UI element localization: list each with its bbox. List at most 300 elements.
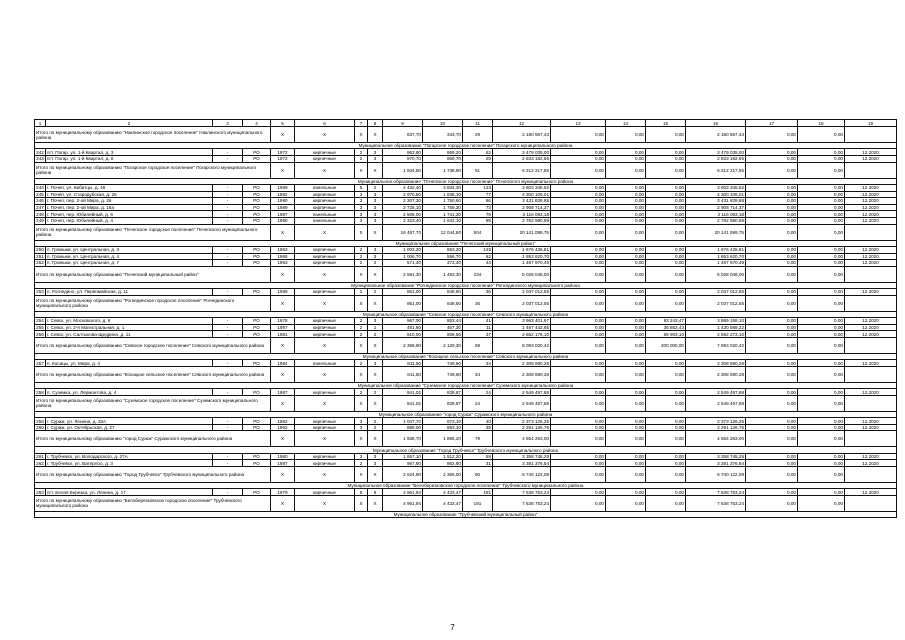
building-cell: 0,00	[606, 246, 646, 253]
total-cell: X	[355, 224, 368, 240]
building-cell: -	[213, 460, 243, 467]
building-cell: 0,00	[646, 204, 686, 211]
building-cell: РО	[243, 489, 271, 496]
building-cell: 7 638 753,24	[686, 489, 746, 496]
total-cell: 4 664 263,00	[686, 431, 746, 447]
total-cell: 0,00	[746, 295, 798, 311]
building-cell: 2	[368, 184, 383, 191]
building-cell: 125	[463, 246, 493, 253]
column-number: 6	[295, 120, 355, 127]
building-cell: 11	[463, 324, 493, 331]
building-cell: РО	[243, 260, 271, 267]
building-cell: 1987	[271, 211, 295, 218]
total-cell: 637,70	[383, 127, 423, 143]
total-cell: 0,00	[746, 495, 798, 511]
building-cell: 941,02	[383, 389, 423, 396]
total-cell: X	[271, 495, 295, 511]
building-cell: 481,60	[383, 324, 423, 331]
building-cell: кирпичные	[295, 460, 355, 467]
total-cell: X	[368, 495, 383, 511]
building-cell: 12.2020	[845, 246, 897, 253]
column-number: 8	[368, 120, 383, 127]
building-cell: 12.2020	[845, 260, 897, 267]
building-cell: п. Косицы, ул. Мира, д. 4	[46, 360, 213, 367]
building-cell: кирпичные	[295, 489, 355, 496]
building-cell: кирпичные	[295, 453, 355, 460]
building-cell: 0,00	[798, 191, 845, 198]
building-cell: 3 603 345,62	[686, 184, 746, 191]
building-cell: 259	[36, 418, 44, 424]
building-cell: 3	[355, 204, 368, 211]
total-cell: X	[368, 431, 383, 447]
total-cell: X	[355, 431, 368, 447]
total-cell: X	[368, 337, 383, 353]
building-cell: 0,00	[551, 460, 606, 467]
register-body	[35, 120, 897, 518]
building-cell: 0,00	[798, 460, 845, 467]
building-cell: 3	[368, 198, 383, 205]
building-cell: -	[213, 204, 243, 211]
total-cell: 89	[463, 337, 493, 353]
building-cell: 0,00	[798, 253, 845, 260]
building-cell: 0,00	[798, 211, 845, 218]
total-label: Итого по муниципальному образованию "Город Трубчевск" Трубчевского муниципального района	[35, 466, 271, 482]
building-cell: 248	[36, 211, 44, 217]
building-cell: 2 592 273,10	[686, 331, 746, 338]
total-cell: 2 180 567,43	[493, 127, 551, 143]
total-cell-empty	[845, 162, 897, 178]
building-cell: 260	[36, 425, 44, 431]
building-cell: кирпичные	[295, 155, 355, 162]
building-cell: 41	[463, 318, 493, 325]
building-row	[35, 453, 897, 460]
building-cell: 2	[368, 389, 383, 396]
building-cell: 4 300 106,01	[493, 191, 551, 198]
building-cell: 2 373 126,25	[686, 418, 746, 425]
building-cell: 44	[463, 260, 493, 267]
building-cell: 12.2020	[845, 149, 897, 156]
building-cell: 0,00	[746, 204, 798, 211]
total-cell: X	[355, 162, 368, 178]
total-cell: 79	[463, 431, 493, 447]
building-cell: 1 642,10	[423, 217, 463, 224]
building-cell: 2	[355, 389, 368, 396]
total-cell: X	[295, 466, 355, 482]
building-cell: 12.2020	[845, 191, 897, 198]
building-cell: -	[213, 246, 243, 253]
building-cell: 0,00	[606, 453, 646, 460]
building-cell: 3	[355, 424, 368, 431]
building-cell: 2	[355, 360, 368, 367]
total-cell: 6 312 217,55	[493, 162, 551, 178]
page-number: 7	[450, 623, 455, 632]
column-number: 5	[271, 120, 295, 127]
building-cell: -	[213, 360, 243, 367]
building-cell: 191	[463, 489, 493, 496]
building-cell: кирпичные	[295, 204, 355, 211]
total-cell: X	[355, 366, 368, 382]
building-cell: 1982	[271, 418, 295, 425]
building-cell: 0,00	[646, 453, 686, 460]
building-cell: 0,00	[746, 324, 798, 331]
building-cell: 1963	[271, 246, 295, 253]
column-number: 14	[606, 120, 646, 127]
building-cell: г. Сураж, ул. Октябрьская, д. 27	[46, 424, 213, 431]
total-cell: 0,00	[746, 162, 798, 178]
building-cell: кирпичные	[295, 246, 355, 253]
building-cell: 263	[36, 489, 44, 495]
building-cell: 2	[355, 260, 368, 267]
building-cell: 243	[36, 156, 44, 162]
total-cell: 4 433,47	[423, 495, 463, 511]
building-cell: РО	[243, 253, 271, 260]
total-label: Итого по муниципальному образованию "Почепское городское поселение" Почепского муниципального района	[35, 224, 271, 240]
building-cell: 2	[355, 149, 368, 156]
building-cell: 1988	[271, 289, 295, 296]
building-cell: 1982	[271, 191, 295, 198]
building-cell: 2 323,40	[383, 217, 423, 224]
building-cell: 2	[368, 331, 383, 338]
building-cell: 3	[355, 211, 368, 218]
column-number: 4	[243, 120, 271, 127]
total-cell: X	[295, 395, 355, 411]
total-cell: 16 467,70	[383, 224, 423, 240]
building-cell: 2	[355, 246, 368, 253]
total-cell: 234	[463, 266, 493, 282]
building-cell: 12.2020	[845, 460, 897, 467]
total-cell: 343,70	[423, 127, 463, 143]
building-cell: 12.2020	[845, 204, 897, 211]
building-cell: РО	[243, 424, 271, 431]
building-row	[35, 246, 897, 253]
building-cell: 12.2020	[845, 331, 897, 338]
building-cell: 1980	[271, 453, 295, 460]
total-cell: X	[271, 295, 295, 311]
building-cell: 0,00	[551, 198, 606, 205]
total-cell: X	[368, 466, 383, 482]
building-cell: 252	[36, 260, 44, 266]
total-cell: X	[355, 127, 368, 143]
municipality-section-title: Муниципальное образование "Город Трубчевск" Трубчевского муниципального района	[35, 447, 897, 453]
building-cell: 0,00	[798, 198, 845, 205]
building-cell: -	[213, 198, 243, 205]
total-cell: 0,00	[798, 395, 845, 411]
total-cell: 0,00	[798, 431, 845, 447]
building-cell: 1 430 589,22	[686, 324, 746, 331]
building-cell: 3	[368, 246, 383, 253]
building-cell: 2 037 012,55	[493, 289, 551, 296]
building-cell: 848,60	[423, 289, 463, 296]
building-cell: 0,00	[798, 184, 845, 191]
building-cell: 0,00	[551, 289, 606, 296]
building-cell: пгт. Белая Березка, ул. Ленина, д. 17	[46, 489, 213, 496]
building-cell: г. Почеп, ул. Кибитцы, д. 48	[46, 184, 213, 191]
total-cell: 1 483,30	[423, 266, 463, 282]
total-cell: 0,00	[646, 127, 686, 143]
building-row	[35, 204, 897, 211]
building-cell: 34	[463, 360, 493, 367]
building-cell: 3	[355, 217, 368, 224]
building-cell: 0,00	[606, 198, 646, 205]
building-cell: 0,00	[551, 418, 606, 425]
total-cell: X	[368, 395, 383, 411]
municipality-section-title: Муниципальное образование "Почепское городское поселение" Почепского муниципального района	[35, 178, 897, 184]
building-cell: 0,00	[746, 318, 798, 325]
building-cell: 12.2020	[845, 198, 897, 205]
housing-register-table	[34, 119, 897, 518]
building-cell: 0,00	[646, 246, 686, 253]
building-row	[35, 191, 897, 198]
total-cell: X	[355, 466, 368, 482]
total-cell: 0,00	[606, 127, 646, 143]
building-cell: 1 676 436,81	[493, 246, 551, 253]
building-cell: 249	[36, 218, 44, 224]
building-cell: 893,10	[423, 424, 463, 431]
total-cell: 0,00	[798, 366, 845, 382]
total-cell: 5 028 048,00	[493, 266, 551, 282]
total-cell: 91	[463, 162, 493, 178]
building-cell: 3 358 745,25	[686, 453, 746, 460]
building-cell: 2 549 497,88	[493, 389, 551, 396]
building-cell: -	[213, 211, 243, 218]
building-cell: 5	[355, 489, 368, 496]
total-cell: 0,00	[798, 466, 845, 482]
total-cell: 0,00	[551, 224, 606, 240]
building-cell: 0,00	[606, 217, 646, 224]
building-cell: 0,00	[551, 204, 606, 211]
municipality-section-title: Муниципальное образование "Погарское городское поселение" Погарского муниципального района	[35, 143, 897, 149]
building-cell: 571,40	[383, 260, 423, 267]
building-cell: 0,00	[746, 149, 798, 156]
building-cell: 0,00	[798, 155, 845, 162]
building-cell: 0,00	[746, 191, 798, 198]
total-label: Итого по муниципальному образованию "Почепский муниципальный район"	[35, 266, 271, 282]
building-cell: 0,00	[606, 360, 646, 367]
total-cell: 0,00	[606, 495, 646, 511]
building-cell: г. Севск, ул. 2-я Магистральная, д. 1	[46, 324, 213, 331]
building-cell: 0,00	[798, 217, 845, 224]
building-cell: 3	[368, 149, 383, 156]
building-cell: 0,00	[606, 424, 646, 431]
building-cell: 257	[36, 360, 44, 366]
building-cell: 3 381 376,84	[493, 460, 551, 467]
building-cell: 0,00	[551, 246, 606, 253]
building-cell: 3	[355, 453, 368, 460]
building-cell: 0,00	[746, 389, 798, 396]
total-cell: X	[355, 266, 368, 282]
building-cell: 0,00	[646, 211, 686, 218]
building-row	[35, 184, 897, 191]
building-cell: 869,70	[423, 155, 463, 162]
building-cell: 0,00	[646, 418, 686, 425]
municipality-total-row	[35, 295, 897, 311]
building-cell: 0,00	[746, 424, 798, 431]
total-cell: 0,00	[646, 466, 686, 482]
total-cell: X	[271, 431, 295, 447]
building-cell: 0,00	[646, 260, 686, 267]
total-cell: 839,87	[423, 395, 463, 411]
municipality-total-row	[35, 466, 897, 482]
total-cell: 0,00	[606, 366, 646, 382]
building-cell: 862,80	[423, 460, 463, 467]
total-cell: X	[295, 495, 355, 511]
building-cell: 2	[368, 289, 383, 296]
total-cell: 20 141 089,75	[686, 224, 746, 240]
building-cell: 36 853,43	[646, 324, 686, 331]
building-cell: 3	[368, 253, 383, 260]
building-cell: 2 725,10	[383, 204, 423, 211]
building-cell: 3	[368, 191, 383, 198]
total-cell: 0,00	[646, 266, 686, 282]
building-cell: 0,00	[798, 418, 845, 425]
building-row	[35, 460, 897, 467]
column-number: 16	[686, 120, 746, 127]
building-cell: РО	[243, 318, 271, 325]
building-cell: 0,00	[551, 211, 606, 218]
building-cell: панельные	[295, 217, 355, 224]
building-cell: г. Севск, ул. Салтыкова-Щедрина, д. 11	[46, 331, 213, 338]
municipality-total-row	[35, 337, 897, 353]
column-number: 11	[463, 120, 493, 127]
municipality-section-title: Муниципальное образование "Рогнединское городское поселение" Рогнединского муниципального района	[35, 282, 897, 288]
building-cell: 1987	[271, 460, 295, 467]
building-cell: 0,00	[798, 360, 845, 367]
building-cell: -	[213, 489, 243, 496]
building-cell: 2	[355, 331, 368, 338]
building-cell: 3	[368, 211, 383, 218]
total-cell: 749,60	[423, 366, 463, 382]
column-number: 9	[383, 120, 423, 127]
building-cell: 1 838,10	[423, 191, 463, 198]
total-cell: X	[368, 266, 383, 282]
building-row	[35, 389, 897, 396]
building-cell: 2 549 497,88	[686, 389, 746, 396]
total-cell-empty	[845, 466, 897, 482]
building-cell: 2	[355, 253, 368, 260]
building-cell: 3 431 839,88	[686, 198, 746, 205]
building-row	[35, 217, 897, 224]
total-cell-empty	[845, 266, 897, 282]
building-cell: РО	[243, 418, 271, 425]
building-row	[35, 324, 897, 331]
total-cell: 2 358,60	[383, 337, 423, 353]
building-cell: 0,00	[746, 453, 798, 460]
total-cell: 0,00	[646, 431, 686, 447]
total-cell: 504	[463, 224, 493, 240]
building-cell: -	[213, 155, 243, 162]
total-cell: X	[295, 266, 355, 282]
total-cell: 861,00	[383, 295, 423, 311]
building-cell: 0,00	[746, 331, 798, 338]
total-cell: 0,00	[746, 224, 798, 240]
municipality-section-row	[35, 511, 897, 517]
total-cell: X	[295, 224, 355, 240]
building-row	[35, 155, 897, 162]
building-cell: 373,40	[423, 260, 463, 267]
total-cell: 0,00	[746, 431, 798, 447]
building-cell: 2	[368, 424, 383, 431]
building-cell: 811,50	[383, 360, 423, 367]
building-cell: 1972	[271, 155, 295, 162]
total-cell: X	[295, 431, 355, 447]
building-cell: 3	[355, 198, 368, 205]
building-cell: 2	[355, 324, 368, 331]
building-cell: 0,00	[606, 191, 646, 198]
building-cell: 4 961,94	[383, 489, 423, 496]
building-cell: 889,00	[383, 424, 423, 431]
building-row	[35, 331, 897, 338]
column-number: 12	[493, 120, 551, 127]
building-cell: 261	[36, 454, 44, 460]
total-cell-empty	[845, 337, 897, 353]
building-cell: 1 047,70	[383, 418, 423, 425]
total-label: Итого по муниципальному образованию "Рогнединское городское поселение" Рогнединского муниципального района	[35, 295, 271, 311]
building-cell: 2 291 136,75	[493, 424, 551, 431]
building-cell: -	[213, 184, 243, 191]
building-cell: 12.2020	[845, 184, 897, 191]
building-cell: 0,00	[798, 318, 845, 325]
building-cell: РО	[243, 460, 271, 467]
building-cell: РО	[243, 184, 271, 191]
total-cell: 2 624,90	[383, 466, 423, 482]
total-cell: 1 936,70	[383, 431, 423, 447]
building-cell: 0,00	[746, 360, 798, 367]
building-cell: 1 657,10	[383, 453, 423, 460]
building-cell: кирпичные	[295, 418, 355, 425]
building-cell: 3 479 035,00	[686, 149, 746, 156]
building-cell: 0,00	[606, 155, 646, 162]
column-number: 10	[423, 120, 463, 127]
total-cell: X	[295, 162, 355, 178]
column-number: 3	[213, 120, 243, 127]
building-cell: 4 432,40	[383, 184, 423, 191]
building-cell: 0,00	[646, 460, 686, 467]
building-cell: 0,00	[798, 389, 845, 396]
building-cell: пгт. Погар, ул. 1-й Квартал, д. 6	[46, 155, 213, 162]
building-cell: -	[213, 318, 243, 325]
building-cell: 12.2020	[845, 389, 897, 396]
building-cell: п. Громыки, ул. Центральная, д. 3	[46, 246, 213, 253]
building-cell: -	[213, 324, 243, 331]
building-cell: кирпичные	[295, 331, 355, 338]
total-cell: 2 037 012,55	[493, 295, 551, 311]
building-cell: 0,00	[606, 211, 646, 218]
building-cell: 95	[463, 217, 493, 224]
building-row	[35, 418, 897, 425]
building-cell: 0,00	[606, 253, 646, 260]
total-cell: X	[355, 295, 368, 311]
building-cell: 1 006,70	[383, 253, 423, 260]
total-cell: 12 044,80	[423, 224, 463, 240]
building-cell: г. Почеп, пер. 2-ой Мира, д. 26	[46, 198, 213, 205]
building-cell: панельные	[295, 184, 355, 191]
building-cell: 0,00	[646, 360, 686, 367]
building-cell: г. Почеп, пер. Юбилейный, д. 4	[46, 217, 213, 224]
building-cell: 2 662 176,10	[493, 331, 551, 338]
column-number: 2	[46, 120, 213, 127]
total-cell: X	[295, 127, 355, 143]
building-cell: 3	[368, 460, 383, 467]
building-cell: 245	[36, 191, 44, 197]
building-cell: 12.2020	[845, 489, 897, 496]
total-cell: 0,00	[551, 495, 606, 511]
building-cell: 0,00	[646, 389, 686, 396]
register-sheet	[34, 119, 879, 518]
building-cell: 1 863 620,70	[493, 253, 551, 260]
building-cell: 0,00	[606, 204, 646, 211]
building-cell: 1979	[271, 489, 295, 496]
municipality-section-title: Муниципальное образование "Суземское городское поселение" Суземского муниципального района	[35, 382, 897, 388]
